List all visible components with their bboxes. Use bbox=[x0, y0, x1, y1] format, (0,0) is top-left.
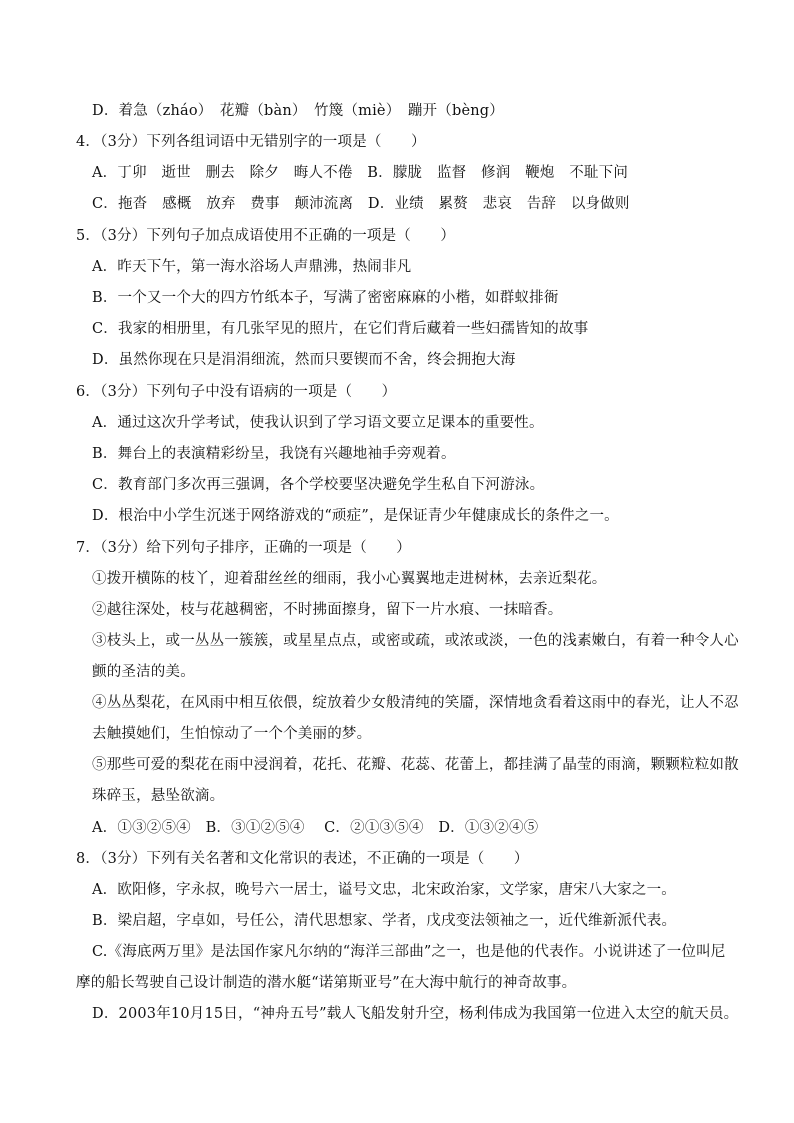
question-7-sentence-4: ④丛丛梨花，在风雨中相互依偎，绽放着少女般清纯的笑靥，深情地贪看着这雨中的春光，让人不忍 bbox=[92, 695, 739, 711]
question-6-stem: 6．（3分）下列句子中没有语病的一项是（ ） bbox=[76, 384, 397, 400]
question-4-options-cd: C．拖沓 感概 放弃 费事 颠沛流离 D．业绩 累赘 悲哀 告辞 以身做则 bbox=[92, 196, 630, 212]
question-5-option-d: D．虽然你现在只是涓涓细流，然而只要锲而不舍，终会拥抱大海 bbox=[92, 352, 516, 368]
question-7-sentence-3-cont: 颤的圣洁的美。 bbox=[92, 664, 195, 680]
question-7-sentence-1: ①拨开横陈的枝丫，迎着甜丝丝的细雨，我小心翼翼地走进树林，去亲近梨花。 bbox=[92, 571, 607, 587]
question-7-sentence-3: ③枝头上，或一丛丛一簇簇，或星星点点，或密或疏，或浓或淡，一色的浅素嫩白，有着一种令人心 bbox=[92, 633, 739, 649]
question-7-sentence-2: ②越往深处，枝与花越稠密，不时拂面擦身，留下一片水痕、一抹暗香。 bbox=[92, 602, 563, 618]
question-8-option-c-cont: 摩的船长驾驶自己设计制造的潜水艇“诺第斯亚号”在大海中航行的神奇故事。 bbox=[76, 975, 577, 991]
question-8-option-b: B．梁启超，字卓如，号任公，清代思想家、学者，戊戌变法领袖之一，近代维新派代表。 bbox=[92, 913, 677, 929]
question-7-sentence-4-cont: 去触摸她们，生怕惊动了一个个美丽的梦。 bbox=[92, 726, 372, 742]
question-6-option-b: B．舞台上的表演精彩纷呈，我饶有兴趣地袖手旁观着。 bbox=[92, 446, 456, 462]
question-8-option-c: C.《海底两万里》是法国作家凡尔纳的“海洋三部曲”之一，也是他的代表作。小说讲述了一位叫尼 bbox=[92, 944, 726, 960]
question-7-sentence-5: ⑤那些可爱的梨花在雨中浸润着，花托、花瓣、花蕊、花蕾上，都挂满了晶莹的雨滴，颗颗粒粒如散 bbox=[92, 757, 739, 773]
question-6-option-a: A．通过这次升学考试，使我认识到了学习语文要立足课本的重要性。 bbox=[92, 415, 544, 431]
question-6-option-d: D．根治中小学生沉迷于网络游戏的“顽症”，是保证青少年健康成长的条件之一。 bbox=[92, 508, 619, 524]
question-8-option-a: A．欧阳修，字永叔，晚号六一居士，谥号文忠，北宋政治家，文学家，唐宋八大家之一。 bbox=[92, 882, 676, 898]
question-4-stem: 4．（3分）下列各组词语中无错别字的一项是（ ） bbox=[76, 134, 426, 150]
question-5-option-b: B．一个又一个大的四方竹纸本子，写满了密密麻麻的小楷，如群蚁排衙 bbox=[92, 290, 559, 306]
question-4-options-ab: A．丁卯 逝世 删去 除夕 晦人不倦 B．朦胧 监督 修润 鞭炮 不耻下问 bbox=[92, 165, 629, 181]
question-7-stem: 7．（3分）给下列句子排序，正确的一项是（ ） bbox=[76, 540, 411, 556]
question-8-option-d: D．2003年10月15日，“神舟五号”载人飞船发射升空，杨利伟成为我国第一位进入太空的航天员。 bbox=[92, 1006, 739, 1022]
question-7-options: A．①③②⑤④ B．③①②⑤④ C．②①③⑤④ D．①③②④⑤ bbox=[92, 820, 539, 836]
question-8-stem: 8．（3分）下列有关名著和文化常识的表述，不正确的一项是（ ） bbox=[76, 851, 529, 867]
question-5-option-c: C．我家的相册里，有几张罕见的照片，在它们背后藏着一些妇孺皆知的故事 bbox=[92, 321, 589, 337]
question-5-option-a: A．昨天下午，第一海水浴场人声鼎沸，热闹非凡 bbox=[92, 259, 412, 275]
q3-option-d: D．着急（zháo） 花瓣（bàn） 竹篾（miè） 蹦开（bèng） bbox=[92, 103, 504, 119]
question-7-sentence-5-cont: 珠碎玉，悬坠欲滴。 bbox=[92, 788, 225, 804]
question-6-option-c: C．教育部门多次再三强调，各个学校要坚决避免学生私自下河游泳。 bbox=[92, 477, 545, 493]
question-5-stem: 5．（3分）下列句子加点成语使用不正确的一项是（ ） bbox=[76, 228, 456, 244]
